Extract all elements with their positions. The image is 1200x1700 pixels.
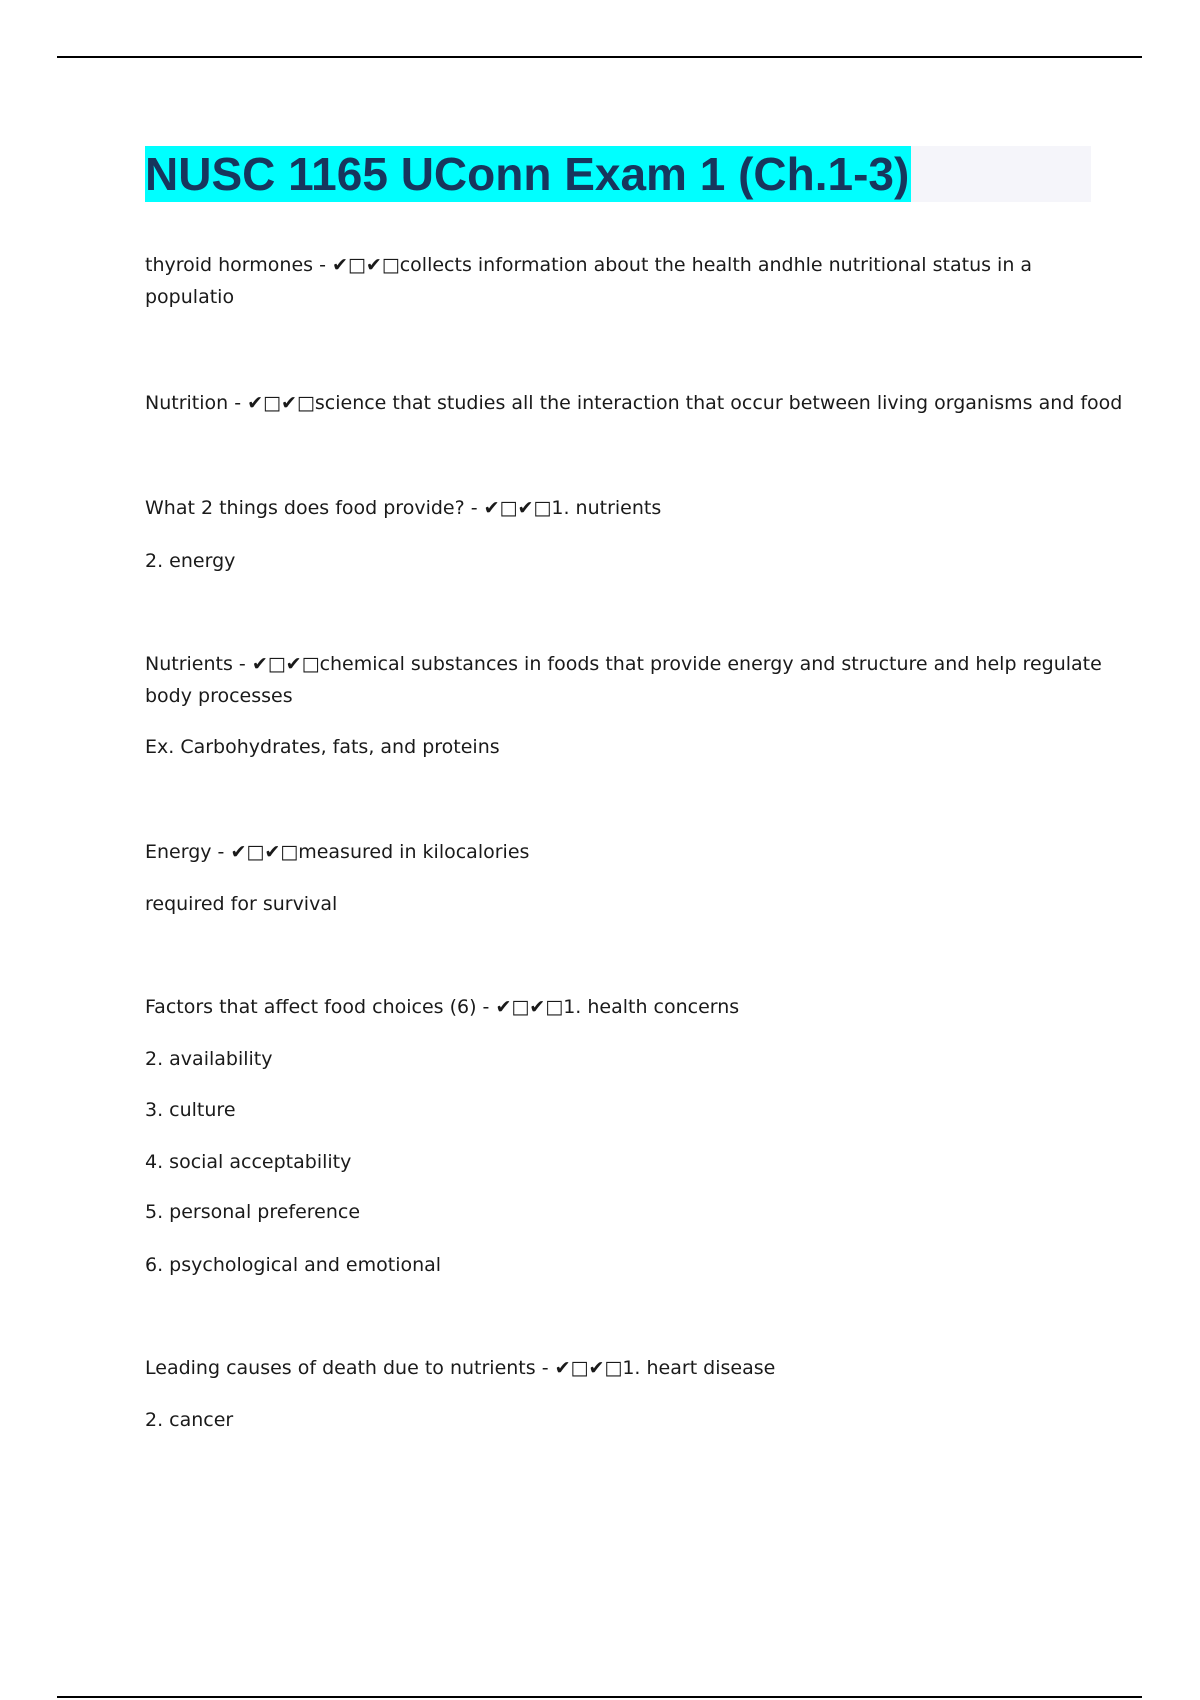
title-banner [145, 146, 1091, 202]
list-item: 2. cancer [145, 1409, 234, 1431]
entry-term: Energy - [145, 841, 231, 863]
entry-example: Ex. Carbohydrates, fats, and proteins [145, 736, 500, 758]
entry-definition: 1. health concerns [563, 996, 740, 1018]
entry-food-provides [145, 492, 661, 524]
entry-definition: chemical substances in foods that provide energy and structure and help regulate [319, 653, 1102, 675]
entry-term: Nutrients - [145, 653, 252, 675]
entry-thyroid-hormones [145, 249, 1032, 281]
bottom-rule [57, 1696, 1142, 1698]
check-marker: ✔□✔□ [495, 996, 564, 1018]
entry-term: What 2 things does food provide? - [145, 497, 484, 519]
list-item: 6. psychological and emotional [145, 1254, 442, 1276]
check-marker: ✔□✔□ [251, 653, 320, 675]
entry-nutrients [145, 648, 1102, 680]
top-rule [57, 56, 1142, 58]
entry-definition: collects information about the health andhle nutritional status in a [399, 254, 1033, 276]
entry-leading-causes [145, 1352, 775, 1384]
entry-food-choices [145, 991, 739, 1023]
entry-energy [145, 836, 529, 868]
list-item: 3. culture [145, 1099, 236, 1121]
entry-term: Nutrition - [145, 392, 248, 414]
entry-term: Factors that affect food choices (6) - [145, 996, 496, 1018]
entry-continuation: body processes [145, 685, 293, 707]
entry-definition: science that studies all the interaction that occur between living organisms and food [314, 392, 1123, 414]
check-marker: ✔□✔□ [230, 841, 299, 863]
entry-definition: measured in kilocalories [298, 841, 530, 863]
list-item: 2. energy [145, 550, 236, 572]
list-item: 2. availability [145, 1048, 273, 1070]
entry-definition: 1. heart disease [622, 1357, 776, 1379]
entry-continuation: populatio [145, 286, 235, 308]
entry-continuation: required for survival [145, 893, 338, 915]
list-item: 4. social acceptability [145, 1151, 352, 1173]
entry-definition: 1. nutrients [551, 497, 662, 519]
entry-term: Leading causes of death due to nutrients - [145, 1357, 555, 1379]
page-title: NUSC 1165 UConn Exam 1 (Ch.1-3) [145, 148, 910, 200]
list-item: 5. personal preference [145, 1201, 361, 1223]
entry-nutrition [145, 387, 1122, 419]
check-marker: ✔□✔□ [554, 1357, 623, 1379]
check-marker: ✔□✔□ [483, 497, 552, 519]
entry-term: thyroid hormones - [145, 254, 332, 276]
check-marker: ✔□✔□ [247, 392, 315, 414]
check-marker: ✔□✔□ [331, 254, 400, 276]
